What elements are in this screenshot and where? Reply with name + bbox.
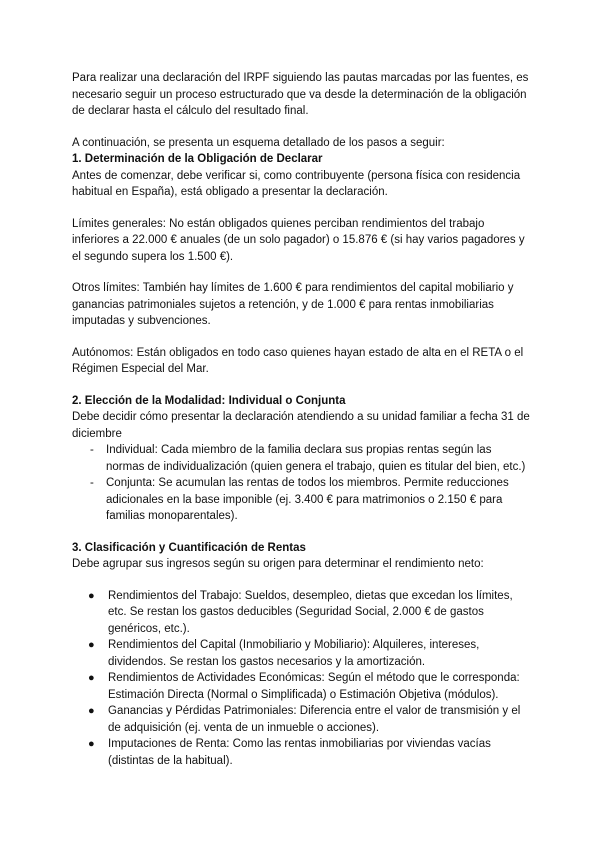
bullet-icon: ● [88, 639, 95, 651]
list-item: ● Imputaciones de Renta: Como las rentas inmobiliarias por viviendas vacías (distintas de la habitual). [88, 738, 491, 767]
section1-paragraph-2: Límites generales: No están obligados quienes perciban rendimientos del trabajo inferiores a 22.000 € anuales (de un solo pagador) o 15.876 € (si hay varios pagadores y el segundo supera los 1.500 €). [72, 217, 525, 263]
document-page [72, 70, 532, 769]
list-item: ● Rendimientos del Trabajo: Sueldos, desempleo, dietas que excedan los límites, etc. Se restan los gastos deducibles (Seguridad Social, 2.000 € de gastos genéricos, etc.). [88, 589, 513, 635]
section2-heading: 2. Elección de la Modalidad: Individual o Conjunta [72, 394, 346, 407]
section2-list [72, 442, 532, 525]
dash-marker: - [90, 444, 94, 456]
section1-paragraph-4: Autónomos: Están obligados en todo caso quienes hayan estado de alta en el RETA o el Régimen Especial del Mar. [72, 346, 524, 375]
list-item: ● Rendimientos de Actividades Económicas: Según el método que le corresponda: Estimación Directa (Normal o Simplificada) o Estimación Objetiva (módulos). [88, 672, 520, 701]
section2-paragraph-1: Debe decidir cómo presentar la declaración atendiendo a su unidad familiar a fecha 31 de diciembre [72, 411, 530, 440]
section3-paragraph-1: Debe agrupar sus ingresos según su origen para determinar el rendimiento neto: [72, 558, 484, 570]
list-item: - Individual: Cada miembro de la familia declara sus propias rentas según las normas de individualización (quien genera el trabajo, quien es titular del bien, etc.) [90, 444, 526, 473]
intro-paragraph: Para realizar una declaración del IRPF siguiendo las pautas marcadas por las fuentes, es necesario seguir un proceso estructurado que va desde la determinación de la obligación de declarar hasta el cálculo del resultado final. [72, 72, 529, 117]
bullet-icon: ● [88, 705, 95, 717]
section1-paragraph-3: Otros límites: También hay límites de 1.600 € para rendimientos del capital mobiliario y ganancias patrimoniales sujetos a retención, y de 1.000 € para rentas inmobiliarias imputadas y subvenciones. [72, 282, 514, 327]
section3-heading: 3. Clasificación y Cuantificación de Rentas [72, 541, 306, 554]
section1-heading: 1. Determinación de la Obligación de Declarar [72, 153, 323, 165]
list-item: - Conjunta: Se acumulan las rentas de todos los miembros. Permite reducciones adicionales en la base imponible (ej. 3.400 € para matrimonios o 2.150 € para familias monoparentales). [90, 477, 509, 522]
list-item: ● Rendimientos del Capital (Inmobiliario y Mobiliario): Alquileres, intereses, dividendos. Se restan los gastos necesarios y la amortización. [88, 639, 480, 668]
bullet-icon: ● [88, 589, 95, 602]
section3-list [72, 588, 532, 770]
bullet-icon: ● [88, 672, 95, 684]
bullet-icon: ● [88, 738, 95, 750]
dash-marker: - [90, 477, 94, 489]
scheme-intro: A continuación, se presenta un esquema detallado de los pasos a seguir: [72, 136, 445, 149]
list-item: ● Ganancias y Pérdidas Patrimoniales: Diferencia entre el valor de transmisión y el de adquisición (ej. venta de un inmueble o acciones). [88, 705, 521, 734]
section1-paragraph-1: Antes de comenzar, debe verificar si, como contribuyente (persona física con residencia habitual en España), está obligado a presentar la declaración. [72, 169, 521, 198]
